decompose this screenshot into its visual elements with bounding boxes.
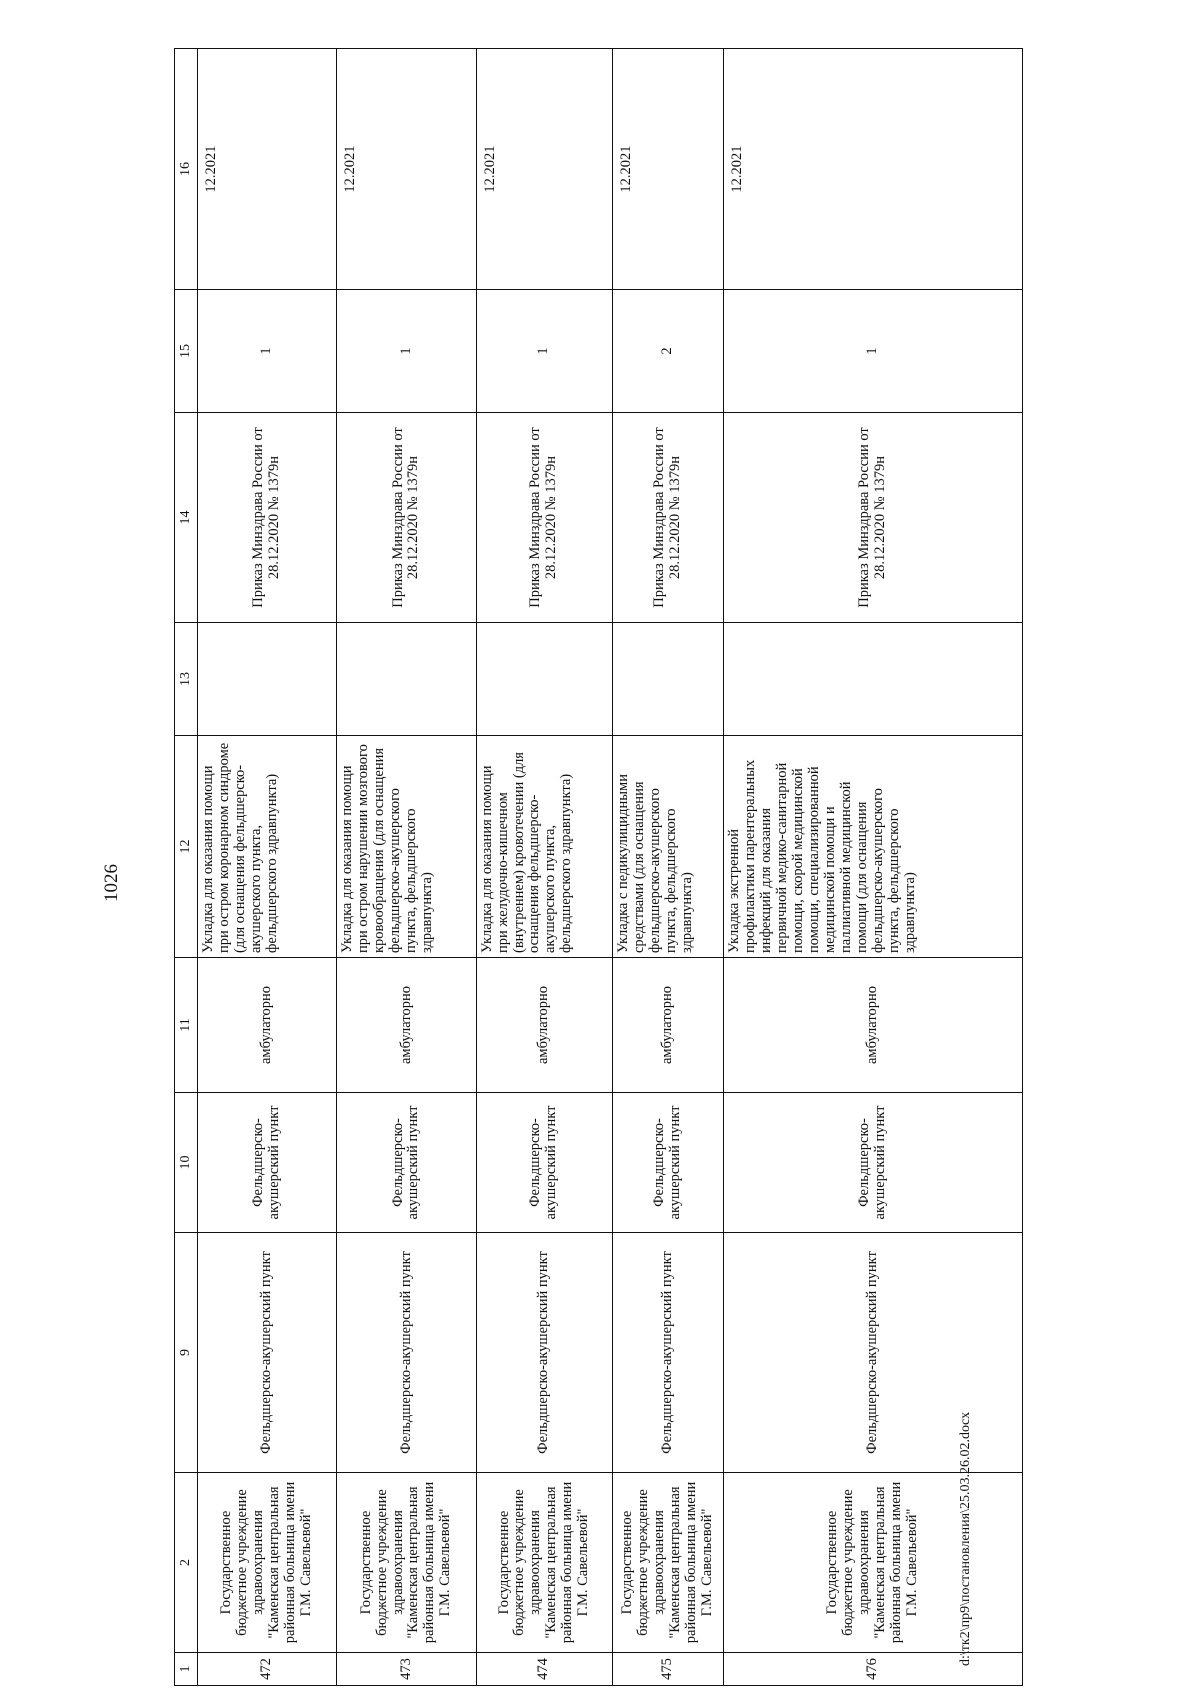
cell-care-form: амбулаторно (724, 958, 1023, 1093)
cell-col13 (198, 623, 337, 736)
cell-unit-type: Фельдшерско-акушерский пункт (724, 1093, 1023, 1233)
cell-col13 (612, 623, 723, 736)
column-header: 9 (175, 1233, 198, 1473)
cell-unit: Фельдшерско-акушерский пункт (724, 1233, 1023, 1473)
cell-order: Приказ Минздрава России от 28.12.2020 № 1379н (198, 413, 337, 623)
cell-number: 476 (724, 1653, 1023, 1686)
cell-date: 12.2021 (612, 49, 723, 290)
cell-equipment: Укладка для оказания помощи при остром коронарном синдроме (для оснащения фельдшерско-акушерского пункта, фельдшерского здравпункта) (198, 736, 337, 958)
cell-institution: Государственное бюджетное учреждение здравоохранения "Каменская центральная районная больница имени Г.М. Савельевой" (724, 1473, 1023, 1653)
cell-institution: Государственное бюджетное учреждение здравоохранения "Каменская центральная районная больница имени Г.М. Савельевой" (198, 1473, 337, 1653)
cell-care-form: амбулаторно (198, 958, 337, 1093)
cell-institution: Государственное бюджетное учреждение здравоохранения "Каменская центральная районная больница имени Г.М. Савельевой" (612, 1473, 723, 1653)
cell-col13 (724, 623, 1023, 736)
cell-number: 474 (476, 1653, 612, 1686)
cell-order: Приказ Минздрава России от 28.12.2020 № 1379н (612, 413, 723, 623)
cell-date: 12.2021 (476, 49, 612, 290)
column-header: 15 (175, 290, 198, 413)
cell-date: 12.2021 (724, 49, 1023, 290)
cell-care-form: амбулаторно (337, 958, 476, 1093)
document-table-frame (174, 49, 1023, 1686)
cell-unit-type: Фельдшерско-акушерский пункт (612, 1093, 723, 1233)
cell-institution: Государственное бюджетное учреждение здравоохранения "Каменская центральная районная больница имени Г.М. Савельевой" (337, 1473, 476, 1653)
column-header: 16 (175, 49, 198, 290)
cell-unit: Фельдшерско-акушерский пункт (476, 1233, 612, 1473)
cell-quantity: 1 (724, 290, 1023, 413)
cell-number: 475 (612, 1653, 723, 1686)
table-row (724, 49, 1023, 1686)
cell-order: Приказ Минздрава России от 28.12.2020 № 1379н (724, 413, 1023, 623)
cell-equipment: Укладка для оказания помощи при остром нарушении мозгового кровообращения (для оснащения фельдшерско-акушерского пункта, фельдшерского здравпункта) (337, 736, 476, 958)
cell-date: 12.2021 (337, 49, 476, 290)
cell-order: Приказ Минздрава России от 28.12.2020 № 1379н (337, 413, 476, 623)
cell-quantity: 1 (198, 290, 337, 413)
cell-col13 (337, 623, 476, 736)
page-number: 1026 (101, 864, 122, 902)
table-row (337, 49, 476, 1686)
cell-care-form: амбулаторно (612, 958, 723, 1093)
cell-unit: Фельдшерско-акушерский пункт (612, 1233, 723, 1473)
header-row (175, 49, 198, 1686)
column-header: 10 (175, 1093, 198, 1233)
cell-number: 472 (198, 1653, 337, 1686)
cell-order: Приказ Минздрава России от 28.12.2020 № 1379н (476, 413, 612, 623)
cell-quantity: 2 (612, 290, 723, 413)
table-row (612, 49, 723, 1686)
column-header: 1 (175, 1653, 198, 1686)
cell-unit: Фельдшерско-акушерский пункт (198, 1233, 337, 1473)
table-row (476, 49, 612, 1686)
cell-care-form: амбулаторно (476, 958, 612, 1093)
cell-date: 12.2021 (198, 49, 337, 290)
equipment-table (174, 48, 1023, 1686)
column-header: 13 (175, 623, 198, 736)
column-header: 12 (175, 736, 198, 958)
table-row (198, 49, 337, 1686)
footer-file-path: d:\тк2\пр9\постановления\25.03.26.02.docx (958, 1411, 973, 1666)
cell-institution: Государственное бюджетное учреждение здравоохранения "Каменская центральная районная больница имени Г.М. Савельевой" (476, 1473, 612, 1653)
column-header: 11 (175, 958, 198, 1093)
cell-equipment: Укладка для оказания помощи при желудочно-кишечном (внутреннем) кровотечении (для оснащения фельдшерско-акушерского пункта, фельдшерского здравпункта) (476, 736, 612, 958)
cell-unit-type: Фельдшерско-акушерский пункт (337, 1093, 476, 1233)
cell-number: 473 (337, 1653, 476, 1686)
cell-unit: Фельдшерско-акушерский пункт (337, 1233, 476, 1473)
cell-quantity: 1 (476, 290, 612, 413)
column-header: 14 (175, 413, 198, 623)
cell-quantity: 1 (337, 290, 476, 413)
cell-unit-type: Фельдшерско-акушерский пункт (476, 1093, 612, 1233)
cell-unit-type: Фельдшерско-акушерский пункт (198, 1093, 337, 1233)
column-header: 2 (175, 1473, 198, 1653)
cell-col13 (476, 623, 612, 736)
cell-equipment: Укладка экстренной профилактики парентеральных инфекций для оказания первичной медико-санитарной помощи, скорой медицинской помощи, специализированной медицинской помощи и паллиативной медицинской помощи (для оснащения фельдшерско-акушерского пункта, фельдшерского здравпункта) (724, 736, 1023, 958)
cell-equipment: Укладка с педикулицидными средствами (для оснащения фельдшерско-акушерского пункта, фельдшерского здравпункта) (612, 736, 723, 958)
